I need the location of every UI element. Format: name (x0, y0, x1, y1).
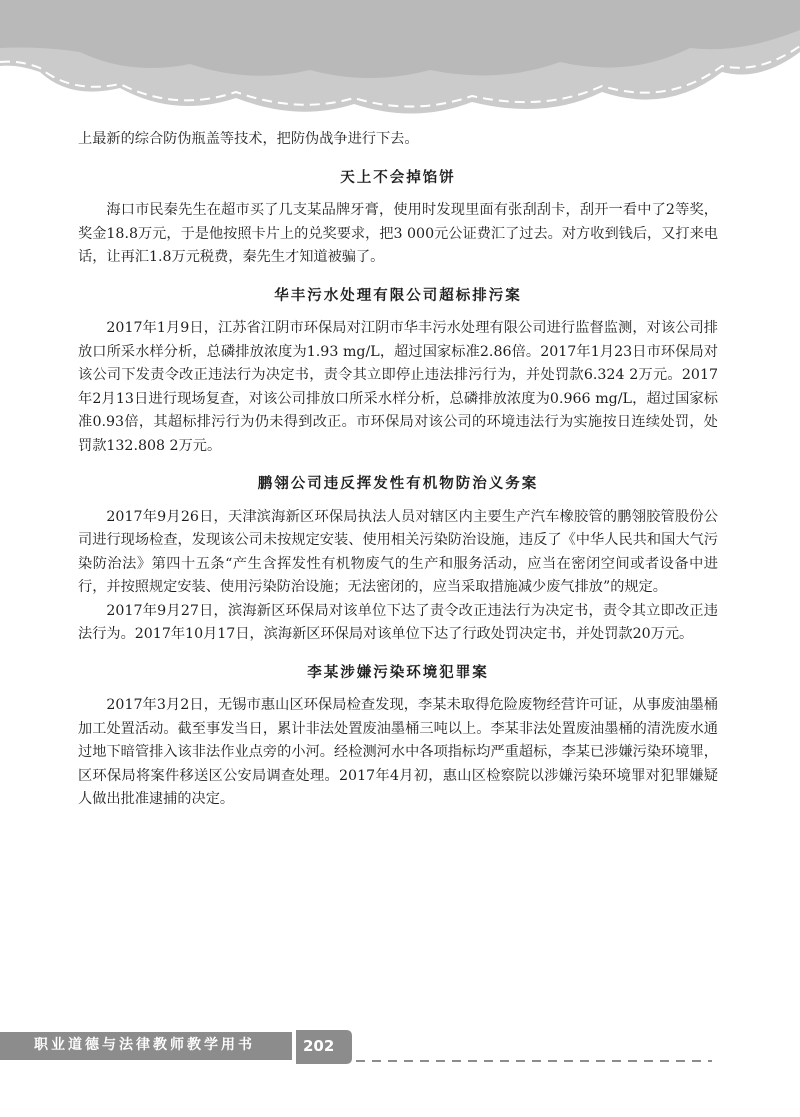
intro-tail-paragraph: 上最新的综合防伪瓶盖等技术，把防伪战争进行下去。 (78, 131, 419, 147)
section-paragraph: 2017年1月9日，江苏省江阴市环保局对江阴市华丰污水处理有限公司进行监督监测，对该公司排放口所采水样分析，总磷排放浓度为1.93 mg/L，超过国家标准2.86倍。2017年1月23日市环保局对该公司下发责令改正违法行为决定书，责令其立即停止违法排污行为，并处罚款6.324 2万元。2017年2月13日进行现场复查，对该公司排放口所采水样分析，总磷排放浓度为0.966 mg/L，超过国家标准0.93倍，其超标排污行为仍未得到改正。市环保局对该公司的环境违法行为实施按日连续处罚，处罚款132.808 2万元。 (78, 320, 718, 454)
section-heading-li: 李某涉嫌污染环境犯罪案 (307, 664, 489, 681)
section-paragraph: 2017年9月27日，滨海新区环保局对该单位下达了责令改正违法行为决定书，责令其立即改正违法行为。2017年10月17日，滨海新区环保局对该单位下达了行政处罚决定书，并处罚款20万元。 (78, 602, 718, 642)
footer-book-title: 职业道德与法律教师教学用书 (34, 1037, 255, 1053)
section-heading-pengling: 鹏翎公司违反挥发性有机物防治义务案 (257, 476, 539, 492)
header-decoration (0, 0, 800, 120)
section-heading-scam: 天上不会掉馅饼 (340, 169, 456, 186)
section-paragraph: 2017年3月2日，无锡市惠山区环保局检查发现，李某未取得危险废物经营许可证，从事废油墨桶加工处置活动。截至事发当日，累计非法处置废油墨桶三吨以上。李某非法处置废油墨桶的清洗废水通过地下暗管排入该非法作业点旁的小河。经检测河水中各项指标均严重超标，李某已涉嫌污染环境罪，区环保局将案件移送区公安局调查处理。2017年4月初，惠山区检察院以涉嫌污染环境罪对犯罪嫌疑人做出批准逮捕的决定。 (78, 697, 718, 807)
page-body (78, 128, 718, 812)
section-paragraph: 2017年9月26日，天津滨海新区环保局执法人员对辖区内主要生产汽车橡胶管的鹏翎胶管股份公司进行现场检查，发现该公司未按规定安装、使用相关污染防治设施，违反了《中华人民共和国大气污染防治法》第四十五条“产生含挥发性有机物废气的生产和服务活动，应当在密闭空间或者设备中进行，并按照规定安装、使用污染防治设施；无法密闭的，应当采取措施减少废气排放”的规定。 (78, 508, 718, 595)
section-paragraph: 海口市民秦先生在超市买了几支某品牌牙膏，使用时发现里面有张刮刮卡，刮开一看中了2等奖，奖金18.8万元，于是他按照卡片上的兑奖要求，把3 000元公证费汇了过去。对方收到钱后，又打来电话，让再汇1.8万元税费，秦先生才知道被骗了。 (78, 202, 718, 265)
section-heading-huafeng: 华丰污水处理有限公司超标排污案 (274, 287, 522, 304)
page-number: 202 (303, 1037, 335, 1055)
